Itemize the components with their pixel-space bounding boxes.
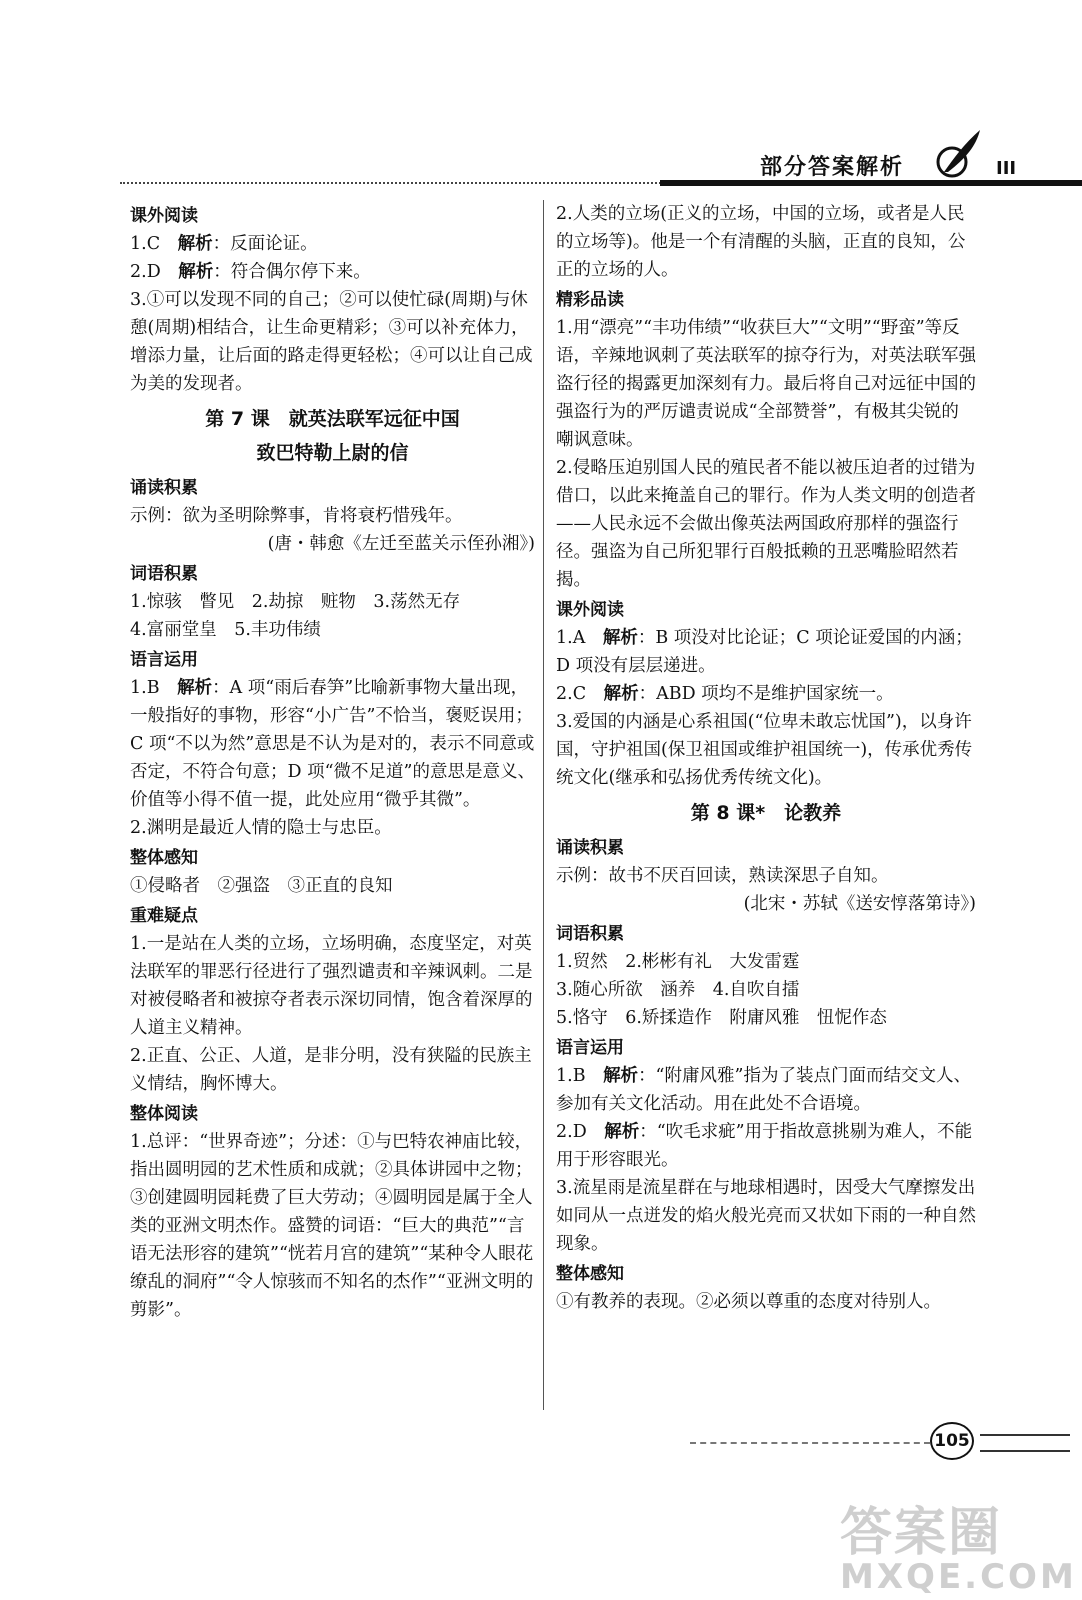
- answer-text: ①侵略者 ②强盗 ③正直的良知: [130, 876, 393, 896]
- quill-icon: [930, 128, 986, 184]
- lesson-title-line: 致巴特勒上尉的信: [256, 442, 409, 464]
- analysis-label: 解析: [178, 262, 214, 282]
- analysis-label: 解析: [177, 234, 213, 254]
- item-number: 2.D: [556, 1122, 587, 1142]
- page-number: 105: [930, 1422, 974, 1460]
- item-text: ：B 项没对比论证；C 项论证爱国的内涵；D 项没有层层递进。: [556, 628, 973, 676]
- vocab-line: 5.恪守 6.矫揉造作 附庸风雅 忸怩作态: [556, 1008, 887, 1028]
- column-divider: [543, 200, 544, 1410]
- section-title: 课外阅读: [556, 600, 624, 620]
- item-number: 2.C: [556, 684, 587, 704]
- section-title: 精彩品读: [556, 290, 624, 310]
- section-title: 词语积累: [556, 924, 624, 944]
- answer-item: 1.用“漂亮”“丰功伟绩”“收获巨大”“文明”“野蛮”等反语，辛辣地讽刺了英法联军的掠夺行为，对英法联军强盗行径的揭露更加深刻有力。最后将自己对远征中国的强盗行为的严厉谴责说成“全部赞誉”，有极其尖锐的嘲讽意味。: [556, 318, 976, 450]
- section-title: 重难疑点: [130, 906, 198, 926]
- analysis-label: 解析: [177, 678, 213, 698]
- footer-dashed-rule: [690, 1442, 930, 1444]
- lesson-title-line: 第 7 课 就英法联军远征中国: [205, 408, 460, 430]
- answer-item: [556, 1118, 976, 1174]
- item-number: 1.B: [130, 678, 160, 698]
- analysis-label: 解析: [603, 1066, 639, 1086]
- example-text: 示例：故书不厌百回读，熟读深思子自知。: [556, 866, 889, 886]
- section-title: 词语积累: [130, 564, 198, 584]
- item-number: 1.A: [556, 628, 586, 648]
- answer-text: ①有教养的表现。②必须以尊重的态度对待别人。: [556, 1292, 941, 1312]
- example-text: 示例：欲为圣明除弊事，肯将衰朽惜残年。: [130, 506, 463, 526]
- answer-item: 2.正直、公正、人道，是非分明，没有狭隘的民族主义情结，胸怀博大。: [130, 1046, 532, 1094]
- section-title: 整体阅读: [130, 1104, 198, 1124]
- answer-item: [130, 258, 535, 286]
- section-title: 整体感知: [130, 848, 198, 868]
- page-header: [120, 150, 1082, 190]
- section-title: 诵读积累: [556, 838, 624, 858]
- left-column: [130, 200, 535, 1324]
- item-text: ：“附庸风雅”指为了装点门面而结交文人、参加有关文化活动。用在此处不合语境。: [556, 1066, 971, 1114]
- answer-item: [556, 1062, 976, 1118]
- answer-item: [556, 624, 976, 680]
- answer-item: 2.侵略压迫别国人民的殖民者不能以被压迫者的过错为借口，以此来掩盖自己的罪行。作为人类文明的创造者——人民永远不会做出像英法两国政府那样的强盗行径。强盗为自己所犯罪行百般抵赖的丑恶嘴脸昭然若揭。: [556, 458, 976, 590]
- right-column: [556, 200, 976, 1316]
- item-text: ：ABD 项均不是维护国家统一。: [638, 684, 894, 704]
- page-footer: [690, 1420, 1082, 1460]
- lesson-title: [130, 402, 535, 470]
- answer-item: [130, 674, 535, 814]
- answer-item: 3.爱国的内涵是心系祖国(“位卑未敢忘忧国”)，以身许国，守护祖国(保卫祖国或维护祖国统一)，传承优秀传统文化(继承和弘扬优秀传统文化)。: [556, 712, 973, 788]
- header-title: 部分答案解析: [760, 155, 905, 180]
- source-citation: (北宋・苏轼《送安惇落第诗》): [743, 894, 976, 914]
- item-number: 1.B: [556, 1066, 586, 1086]
- section-title: 诵读积累: [130, 478, 198, 498]
- answer-item: 1.一是站在人类的立场，立场明确，态度坚定，对英法联军的罪恶行径进行了强烈谴责和辛辣讽刺。二是对被侵略者和被掠夺者表示深切同情，饱含着深厚的人道主义精神。: [130, 934, 533, 1038]
- answer-item: [556, 680, 976, 708]
- vocab-line: 4.富丽堂皇 5.丰功伟绩: [130, 620, 321, 640]
- vocab-line: 1.贸然 2.彬彬有礼 大发雷霆: [556, 952, 800, 972]
- source-citation: (唐・韩愈《左迁至蓝关示侄孙湘》): [267, 534, 535, 554]
- lesson-title: 第 8 课* 论教养: [690, 802, 842, 824]
- item-text: ：A 项“雨后春笋”比喻新事物大量出现，一般指好的事物，形容“小广告”不恰当，褒贬误用；C 项“不以为然”意思是不认为是对的，表示不同意或否定，不符合句意；D 项“微不足道”的意思是意义、价值等小得不值一提，此处应用“微乎其微”。: [130, 678, 535, 810]
- analysis-label: 解析: [604, 1122, 640, 1142]
- section-title: 整体感知: [556, 1264, 624, 1284]
- analysis-label: 解析: [602, 628, 638, 648]
- footer-lines: [980, 1434, 1070, 1452]
- answer-item: 3.流星雨是流星群在与地球相遇时，因受大气摩擦发出如同从一点迸发的焰火般光亮而又状如下雨的一种自然现象。: [556, 1178, 976, 1254]
- watermark-text: 答案圈: [840, 1503, 1003, 1563]
- analysis-label: 解析: [603, 684, 639, 704]
- vocab-line: 3.随心所欲 涵养 4.自吹自擂: [556, 980, 800, 1000]
- item-number: 1.C: [130, 234, 161, 254]
- answer-item: [130, 230, 535, 258]
- section-title: 课外阅读: [130, 206, 198, 226]
- section-title: 语言运用: [556, 1038, 624, 1058]
- watermark-url: MXQE.COM: [840, 1557, 1077, 1597]
- item-text: ：“吹毛求疵”用于指故意挑剔为难人，不能用于形容眼光。: [556, 1122, 973, 1170]
- section-title: 语言运用: [130, 650, 198, 670]
- answer-item: 2.渊明是最近人情的隐士与忠臣。: [130, 818, 392, 838]
- item-text: ：符合偶尔停下来。: [213, 262, 371, 282]
- item-text: ：反面论证。: [212, 234, 318, 254]
- vocab-line: 1.惊骇 瞥见 2.劫掠 赃物 3.荡然无存: [130, 592, 461, 612]
- item-number: 2.D: [130, 262, 161, 282]
- watermark-logo: [840, 1490, 1077, 1597]
- answer-item: 1.总评：“世界奇迹”；分述：①与巴特农神庙比较，指出圆明园的艺术性质和成就；②具体讲园中之物；③创建圆明园耗费了巨大劳动；④圆明园是属于全人类的亚洲文明杰作。盛赞的词语：“巨大的典范”“言语无法形容的建筑”“恍若月宫的建筑”“某种令人眼花缭乱的洞府”“令人惊骇而不知名的杰作”“亚洲文明的剪影”。: [130, 1132, 534, 1320]
- answer-item: 2.人类的立场(正义的立场，中国的立场，或者是人民的立场等)。他是一个有清醒的头脑，正直的良知，公正的立场的人。: [556, 204, 966, 280]
- answer-item: 3.①可以发现不同的自己；②可以使忙碌(周期)与休憩(周期)相结合，让生命更精彩；③可以补充体力，增添力量，让后面的路走得更轻松；④可以让自己成为美的发现者。: [130, 290, 533, 394]
- header-marks: III: [996, 158, 1017, 179]
